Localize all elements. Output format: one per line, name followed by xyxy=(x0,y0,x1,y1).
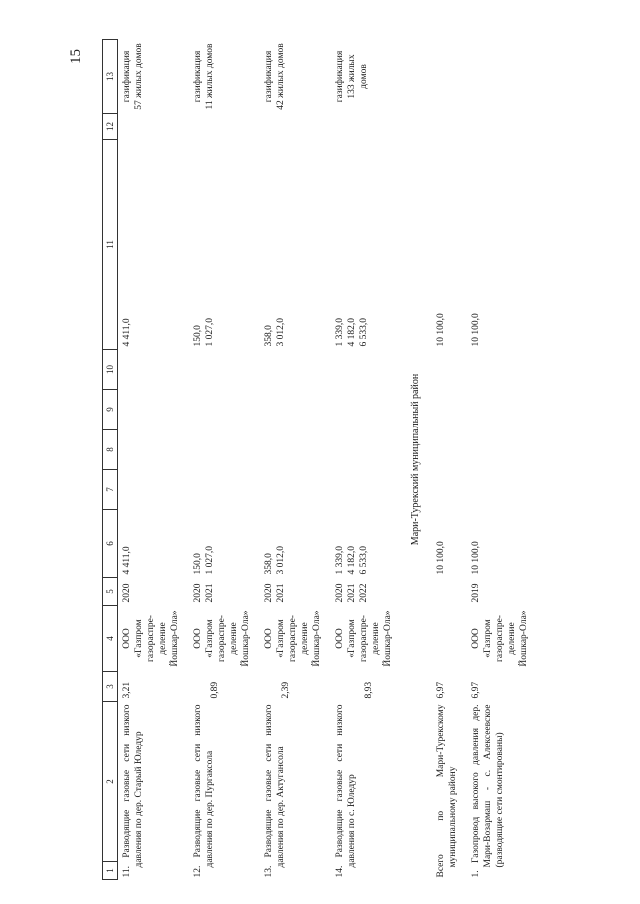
row-length: 2,39 xyxy=(281,681,291,699)
header-cell-10: 10 xyxy=(103,350,118,390)
table-row xyxy=(331,40,402,880)
row-length: 6,97 xyxy=(471,681,481,699)
row-length: 8,93 xyxy=(364,681,374,699)
row-result: газификация 11 жилых домов xyxy=(193,43,215,110)
row-result: газификация 57 жилых домов xyxy=(122,43,144,110)
row-executor: ООО «Газпром газораспре- деление Йошкар-Ола» xyxy=(264,610,322,667)
data-table xyxy=(102,39,538,880)
row-col6: 1 339,0 4 182,0 6 533,0 xyxy=(335,546,369,575)
section-title: Мари-Турекский муниципальный район xyxy=(410,373,421,546)
row-years: 2019 xyxy=(471,583,481,603)
header-cell-1: 1 xyxy=(103,862,118,880)
row-description: 14. Разводящие газовые сети низкого давления по с. Юледур xyxy=(335,704,357,878)
row-col11: 4 411,0 xyxy=(122,318,132,347)
row-col6: 4 411,0 xyxy=(122,546,132,575)
total-col11: 10 100,0 xyxy=(436,313,446,347)
row-result: газификация 42 жилых домов xyxy=(264,43,286,110)
document-table-wrapper xyxy=(102,40,529,880)
row-description: 12. Разводящие газовые сети низкого давления по дер. Пургаксола xyxy=(193,704,215,878)
header-cell-6: 6 xyxy=(103,510,118,578)
header-cell-3: 3 xyxy=(103,672,118,702)
page-number: 15 xyxy=(68,49,84,64)
row-years: 2020 2021 xyxy=(264,583,286,603)
header-cell-13: 13 xyxy=(103,40,118,114)
row-length: 0,89 xyxy=(210,681,220,699)
total-col6: 10 100,0 xyxy=(436,541,446,575)
total-row xyxy=(432,40,467,880)
row-col6: 150,0 1 027,0 xyxy=(193,546,215,575)
table-row xyxy=(189,40,260,880)
header-cell-12: 12 xyxy=(103,114,118,140)
row-col11: 150,0 1 027,0 xyxy=(193,318,215,347)
total-length: 6,97 xyxy=(436,681,446,699)
row-executor: ООО «Газпром газораспре- деление Йошкар-Ола» xyxy=(335,610,393,667)
header-cell-8: 8 xyxy=(103,430,118,470)
header-cell-4: 4 xyxy=(103,606,118,672)
row-result: газификация 133 жилых домов xyxy=(335,50,369,103)
header-cell-7: 7 xyxy=(103,470,118,510)
header-cell-11: 11 xyxy=(103,140,118,350)
row-description: 1. Газопровод высокого давления дер. Мари-Возармаш - с. Алексеевское (разводящие сети смонтированы) xyxy=(471,704,505,878)
table-row xyxy=(118,40,190,880)
row-executor: ООО «Газпром газораспре- деление Йошкар-Ола» xyxy=(122,610,180,667)
row-years: 2020 2021 xyxy=(193,583,215,603)
table-row xyxy=(260,40,331,880)
row-col11: 10 100,0 xyxy=(471,313,481,347)
row-col11: 1 339,0 4 182,0 6 533,0 xyxy=(335,318,369,347)
row-description: 11. Разводящие газовые сети низкого давления по дер. Старый Юледур xyxy=(122,704,144,878)
row-col6: 10 100,0 xyxy=(471,541,481,575)
row-executor: ООО «Газпром газораспре- деление Йошкар-Ола» xyxy=(471,610,529,667)
header-cell-2: 2 xyxy=(103,702,118,862)
table-row xyxy=(467,40,538,880)
row-length: 3,21 xyxy=(122,681,132,699)
row-col11: 358,0 3 012,0 xyxy=(264,318,286,347)
total-description: Всего по Мари-Турекскому муниципальному району xyxy=(436,704,458,878)
row-executor: ООО «Газпром газораспре- деление Йошкар-Ола» xyxy=(193,610,251,667)
row-years: 2020 xyxy=(122,583,132,603)
header-cell-5: 5 xyxy=(103,578,118,606)
section-title-row xyxy=(402,40,432,880)
header-row xyxy=(103,40,118,880)
row-years: 2020 2021 2022 xyxy=(335,583,369,603)
row-description: 13. Разводящие газовые сети низкого давления по дер. Актугансола xyxy=(264,704,286,878)
header-cell-9: 9 xyxy=(103,390,118,430)
row-col6: 358,0 3 012,0 xyxy=(264,546,286,575)
